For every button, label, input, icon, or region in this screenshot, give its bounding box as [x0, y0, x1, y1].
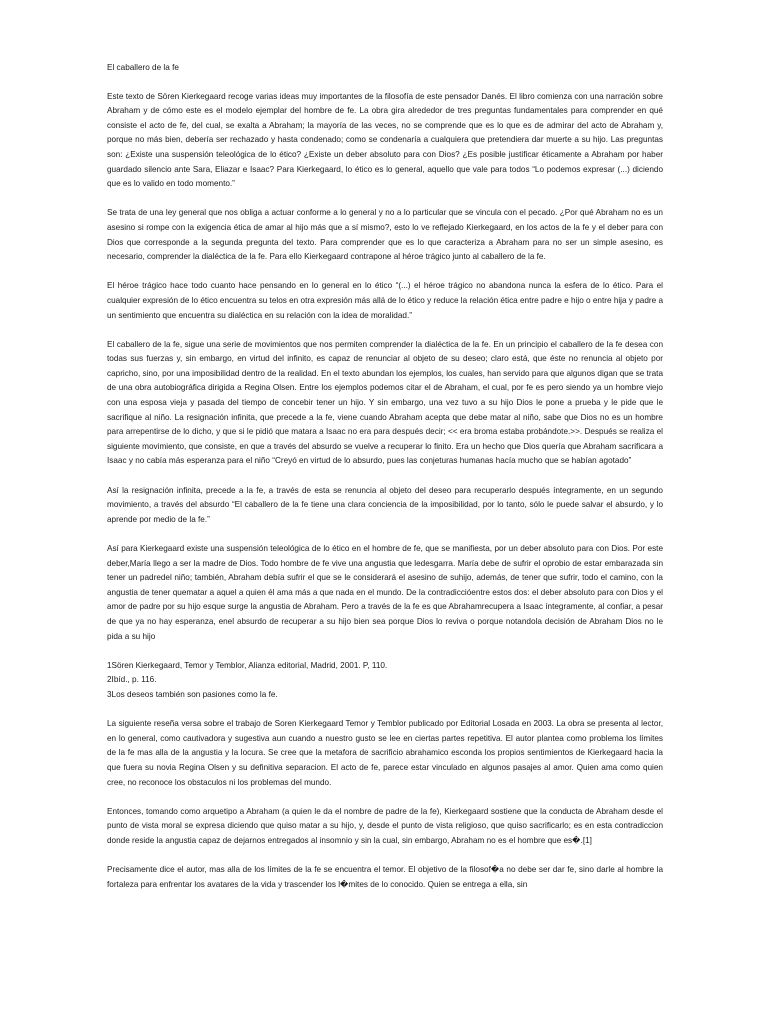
- review-paragraph: Precisamente dice el autor, mas alla de los límites de la fe se encuentra el temor. El objetivo de la filosof�a no debe ser dar fe, sino darle al hombre la fortaleza para enfrentar los avatares de la vida y trascender los l�mites de lo conocido. Quien se entrega a ella, sin: [107, 865, 663, 889]
- paragraph: Así para Kierkegaard existe una suspensión teleológica de lo ético en el hombre de fe, que se manifiesta, por un deber absoluto para con Dios. Por este deber,María llego a ser la madre de Dios. Todo hombre de fe vive una angustia que ledesgarra. María debe de sufrir el oprobio de estar embarazada sin tener un padredel niño; también, Abraham debía sufrir el que se le considerará el asesino de suhijo, además, de tener que sufrir, todo el camino, con la angustia de tener quematar a aquel a quien él ama más a que nada en el mundo. De la contradiccióentre estos dos: el deber absoluto para con Dios y el amor de padre por su hijo esque surge la angustia de Abraham. Pero a través de la fe es que Abrahamrecupera a Isaac íntegramente, al confiar, a pesar de que ya no hay esperanza, enel absurdo de recuperar a su hijo bien sea porque Dios lo reviva o porque notandola decisión de Abraham Dios no le pida a su hijo: [107, 544, 663, 641]
- document-title: El caballero de la fe: [107, 63, 179, 72]
- document-page: [107, 61, 663, 907]
- footnote: 3Los deseos también son pasiones como la fe.: [107, 689, 278, 699]
- paragraph: Este texto de Sören Kierkegaard recoge varias ideas muy importantes de la filosofía de este pensador Danés. El libro comienza con una narración sobre Abraham y de cómo este es el modelo ejemplar del hombre de fe. La obra gira alrededor de tres preguntas fundamentales para comprender en qué consiste el acto de fe, del cual, se exalta a Abraham; la mayoría de las veces, no se comprende que es lo que es de admirar del acto de Abraham y, porque no más bien, debería ser rechazado y hasta condenado; como se condenaría a cualquiera que pretendiera dar muerte a su hijo. Las preguntas son: ¿Existe una suspensión teleológica de lo ético? ¿Existe un deber absoluto para con Dios? ¿Es posible justificar éticamente a Abraham por haber guardado silencio ante Sara, Eliazar e Isaac? Para Kierkegaard, lo ético es lo general, aquello que vale para todos “Lo podemos expresar (...) diciendo que es lo valido en todo momento.”: [107, 91, 663, 189]
- review-paragraph: La siguiente reseña versa sobre el trabajo de Soren Kierkegaard Temor y Temblor publicado por Editorial Losada en 2003. La obra se presenta al lector, en lo general, como cautivadora y sugestiva aun cuando a nuestro gusto se lee en ciertas partes repetitiva. El autor plantea como problema los límites de la fe mas alla de la angustia y la locura. Se cree que la metafora de sacrificio abrahamico esconda los propios sentimientos de Kierkegaard hacia la que fuera su novia Regina Olsen y su definitiva separacion. El acto de fe, parece estar vinculado en algunos pasajes al amor. Quien ama como quien cree, no reconoce los obstaculos ni los problemas del mundo.: [107, 719, 663, 787]
- paragraph: Se trata de una ley general que nos obliga a actuar conforme a lo general y no a lo particular que se vincula con el pecado. ¿Por qué Abraham no es un asesino si rompe con la exigencia ética de amar al hijo más que a sí mismo?, esto lo ve reflejado Kierkegaard, en los actos de la fe y el deber para con Dios que corresponde a la segunda pregunta del texto. Para comprender que es lo que caracteriza a Abraham para no ser un simple asesino, es necesario, comprender la dialéctica de la fe. Para ello Kierkegaard contrapone al héroe trágico junto al caballero de la fe.: [107, 208, 663, 262]
- review-paragraph: Entonces, tomando como arquetipo a Abraham (a quien le da el nombre de padre de la fe), Kierkegaard sostiene que la conducta de Abraham desde el punto de vista moral se expresa diciendo que quiso matar a su hijo, y, desde el punto de vista religioso, que quiso sacrificarlo; es en esta contradiccion donde reside la angustia capaz de dejarnos entregados al insomnio y sin la cual, sin embargo, Abraham no es el hombre que es�.[1]: [107, 806, 663, 845]
- paragraph: El caballero de la fe, sigue una serie de movimientos que nos permiten comprender la dialéctica de la fe. En un principio el caballero de la fe desea con todas sus fuerzas y, sin embargo, en virtud del infinito, es capaz de renunciar al objeto de su deseo; claro está, que éste no renuncia al objeto por capricho, sino, por una imposibilidad dentro de la realidad. En el texto abundan los ejemplos, los cuales, han servido para que algunos digan que se trata de una obra autobiográfica dirigida a Regina Olsen. Entre los ejemplos podemos citar el de Abraham, el cual, por fe es pero siendo ya un hombre viejo con una esposa vieja y pasada del tiempo de concebir tener un hijo. Y sin embargo, una vez tuvo a su hijo Dios le pone a prueba y le pide que le sacrifique al niño. La resignación infinita, que precede a la fe, viene cuando Abraham acepta que debe matar al niño, sabe que Dios no es un hombre para arrepentirse de lo dicho, y que si le pidió que matara a Isaac no era para después decir; << era broma estaba probándote.>>. Después se realiza el siguiente movimiento, que consiste, en que a través del absurdo se vuelve a recuperar lo finito. Era un hecho que Dios quería que Abraham sacrificara a Isaac y no cabía más esperanza para el niño “Creyó en virtud de lo absurdo, pues las conjeturas humanas hacía mucho que se habían agotado”: [107, 339, 663, 466]
- footnote: 1Sören Kierkegaard, Temor y Temblor, Alianza editorial, Madrid, 2001. P, 110.: [107, 660, 388, 670]
- footnote: 2Ibíd., p. 116.: [107, 675, 157, 685]
- paragraph: Así la resignación infinita, precede a la fe, a través de esta se renuncia al objeto del deseo para recuperarlo después íntegramente, en un segundo movimiento, a través del absurdo “El caballero de la fe tiene una clara conciencia de la imposibilidad, por lo tanto, sólo le puede salvar el absurdo, y lo aprende por medio de la fe.”: [107, 485, 663, 524]
- footnotes: [107, 659, 663, 703]
- paragraph: El héroe trágico hace todo cuanto hace pensando en lo general en lo ético “(...) el héroe trágico no abandona nunca la esfera de lo ético. Para el cualquier expresión de lo ético encuentra su telos en otra expresión más allá de lo ético y reduce la relación ética entre padre e hijo o entre hija y padre a un sentimiento que encuentra su dialéctica en su relación con la idea de moralidad.”: [107, 281, 663, 320]
